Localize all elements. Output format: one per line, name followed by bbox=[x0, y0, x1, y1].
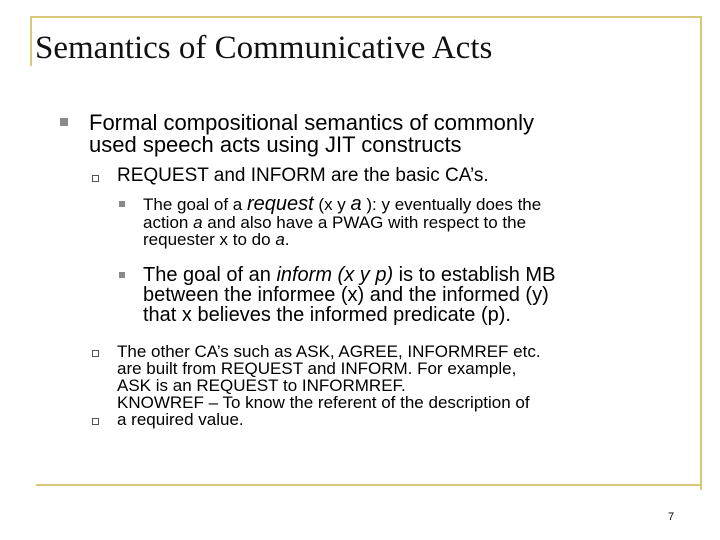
bullet-line: used speech acts using JIT constructs bbox=[89, 132, 462, 157]
text-run: (x y bbox=[313, 195, 351, 214]
hollow-square-bullet-icon bbox=[92, 418, 99, 425]
hollow-square-bullet-icon bbox=[92, 175, 99, 182]
text-run: ): y eventually does the bbox=[361, 195, 542, 214]
square-bullet-icon bbox=[119, 272, 125, 278]
item-line: KNOWREF – To know the referent of the description of bbox=[117, 393, 530, 412]
bottom-rule bbox=[36, 484, 702, 486]
item-line: a required value. bbox=[117, 410, 244, 429]
top-rule bbox=[30, 16, 702, 18]
hollow-square-bullet-icon bbox=[92, 350, 99, 357]
text-run: The goal of a bbox=[143, 195, 247, 214]
text-run: is to establish MB bbox=[393, 264, 556, 286]
text-run: requester x to do bbox=[143, 230, 276, 249]
left-rule bbox=[30, 16, 32, 66]
text-run-italic: inform (x y p) bbox=[276, 264, 394, 286]
text-run-italic: a bbox=[193, 213, 203, 232]
item-line: are built from REQUEST and INFORM. For example, bbox=[117, 359, 517, 378]
item-line: The other CA’s such as ASK, AGREE, INFORMREF etc. bbox=[117, 342, 541, 361]
subbullet-other-cas bbox=[117, 343, 541, 428]
page-number: 7 bbox=[668, 511, 675, 523]
slide-title: Semantics of Communicative Acts bbox=[35, 30, 493, 66]
item-request-goal bbox=[143, 194, 541, 248]
text-run-italic: request bbox=[246, 193, 314, 215]
bullet-line: Formal compositional semantics of commonly bbox=[89, 110, 535, 135]
right-rule bbox=[700, 16, 702, 490]
text-run: . bbox=[284, 230, 290, 249]
item-inform-goal bbox=[143, 265, 555, 325]
item-line bbox=[143, 214, 541, 231]
text-run-italic: a bbox=[275, 230, 285, 249]
item-line bbox=[143, 231, 541, 248]
text-run: action bbox=[143, 213, 194, 232]
text-run-italic: a bbox=[350, 193, 362, 215]
item-line bbox=[143, 265, 555, 285]
text-run: and also have a PWAG with respect to the bbox=[202, 213, 527, 232]
square-bullet-icon bbox=[60, 118, 68, 126]
item-line: between the informee (x) and the informed (y) bbox=[143, 284, 549, 306]
item-line bbox=[143, 194, 541, 214]
bullet-formal-semantics bbox=[89, 112, 534, 156]
item-line: that x believes the informed predicate (p). bbox=[143, 304, 511, 326]
subbullet-basic-cas: REQUEST and INFORM are the basic CA’s. bbox=[117, 165, 489, 186]
square-bullet-icon bbox=[119, 201, 125, 207]
text-run: The goal of an bbox=[143, 264, 277, 286]
item-line: ASK is an REQUEST to INFORMREF. bbox=[117, 376, 406, 395]
